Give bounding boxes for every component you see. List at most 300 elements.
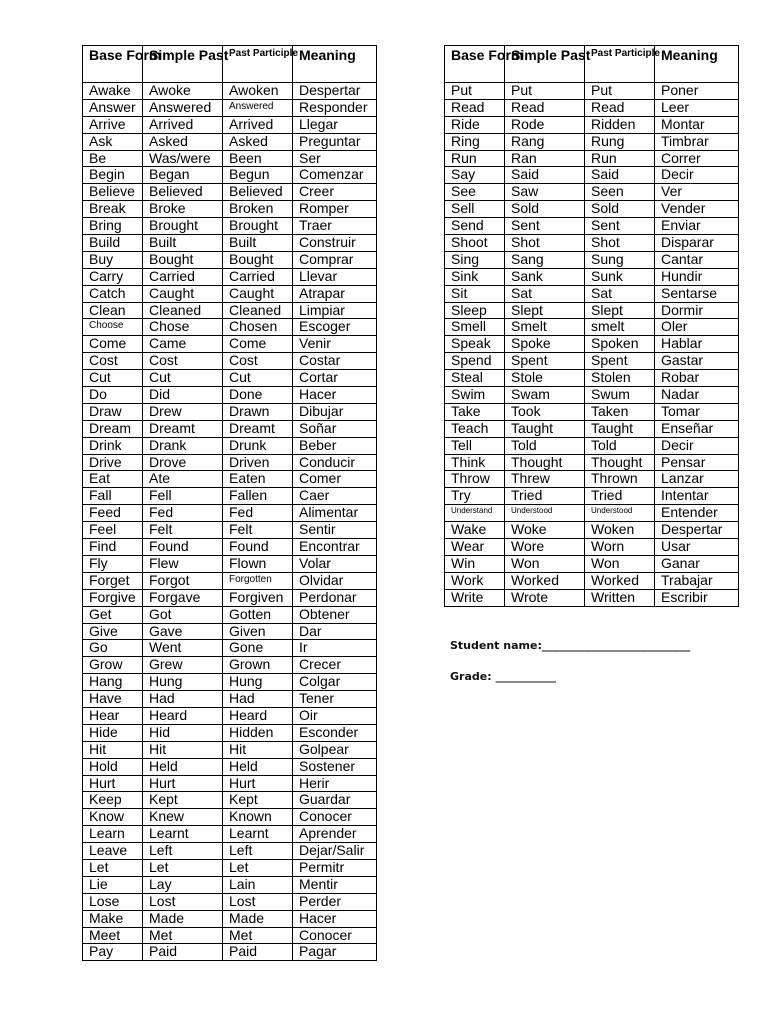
past-participle-cell: Eaten xyxy=(223,471,293,488)
past-participle-cell: Known xyxy=(223,809,293,826)
simple-past-cell: Told xyxy=(505,437,585,454)
base-form-cell: Dream xyxy=(83,420,143,437)
meaning-cell: Beber xyxy=(293,437,377,454)
simple-past-cell: Sank xyxy=(505,268,585,285)
simple-past-cell: Flew xyxy=(143,555,223,572)
header-simple-past: Simple Past xyxy=(505,46,585,83)
past-participle-cell: Ridden xyxy=(585,116,655,133)
base-form-cell: Drink xyxy=(83,437,143,454)
simple-past-cell: Brought xyxy=(143,218,223,235)
past-participle-cell: Come xyxy=(223,336,293,353)
table-row xyxy=(83,640,377,657)
table-row xyxy=(83,539,377,556)
simple-past-cell: Forgave xyxy=(143,589,223,606)
past-participle-cell: Fallen xyxy=(223,488,293,505)
table-row xyxy=(445,302,739,319)
simple-past-cell: Left xyxy=(143,843,223,860)
table-row xyxy=(83,403,377,420)
table-row xyxy=(445,471,739,488)
table-row xyxy=(445,454,739,471)
simple-past-cell: Broke xyxy=(143,201,223,218)
table-row xyxy=(445,251,739,268)
table-row xyxy=(83,235,377,252)
base-form-cell: Sit xyxy=(445,285,505,302)
past-participle-cell: Sat xyxy=(585,285,655,302)
meaning-cell: Venir xyxy=(293,336,377,353)
simple-past-cell: Came xyxy=(143,336,223,353)
simple-past-cell: Cut xyxy=(143,370,223,387)
past-participle-cell: Drawn xyxy=(223,403,293,420)
base-form-cell: Put xyxy=(445,83,505,100)
past-participle-cell: Sent xyxy=(585,218,655,235)
simple-past-cell: Kept xyxy=(143,792,223,809)
meaning-cell: Usar xyxy=(655,539,739,556)
simple-past-cell: Sat xyxy=(505,285,585,302)
meaning-cell: Nadar xyxy=(655,387,739,404)
meaning-cell: Caer xyxy=(293,488,377,505)
past-participle-cell: Woken xyxy=(585,522,655,539)
simple-past-cell: Wore xyxy=(505,539,585,556)
base-form-cell: Hit xyxy=(83,741,143,758)
past-participle-cell: Caught xyxy=(223,285,293,302)
meaning-cell: Oler xyxy=(655,319,739,336)
meaning-cell: Montar xyxy=(655,116,739,133)
base-form-cell: Sleep xyxy=(445,302,505,319)
base-form-cell: Understand xyxy=(445,505,505,522)
simple-past-cell: Stole xyxy=(505,370,585,387)
base-form-cell: See xyxy=(445,184,505,201)
table-row xyxy=(445,555,739,572)
past-participle-cell: Cut xyxy=(223,370,293,387)
past-participle-cell: Done xyxy=(223,387,293,404)
table-row xyxy=(83,927,377,944)
table-row xyxy=(83,251,377,268)
past-participle-cell: Found xyxy=(223,539,293,556)
base-form-cell: Catch xyxy=(83,285,143,302)
simple-past-cell: Arrived xyxy=(143,116,223,133)
meaning-cell: Esconder xyxy=(293,724,377,741)
past-participle-cell: Seen xyxy=(585,184,655,201)
table-row xyxy=(445,420,739,437)
table-row xyxy=(445,572,739,589)
meaning-cell: Robar xyxy=(655,370,739,387)
base-form-cell: Hear xyxy=(83,707,143,724)
base-form-cell: Carry xyxy=(83,268,143,285)
table-row xyxy=(83,150,377,167)
base-form-cell: Feel xyxy=(83,522,143,539)
meaning-cell: Poner xyxy=(655,83,739,100)
past-participle-cell: Felt xyxy=(223,522,293,539)
simple-past-cell: Slept xyxy=(505,302,585,319)
past-participle-cell: Bought xyxy=(223,251,293,268)
simple-past-cell: Read xyxy=(505,99,585,116)
base-form-cell: Spend xyxy=(445,353,505,370)
table-row xyxy=(445,336,739,353)
past-participle-cell: smelt xyxy=(585,319,655,336)
base-form-cell: Feed xyxy=(83,505,143,522)
base-form-cell: Take xyxy=(445,403,505,420)
past-participle-cell: Sunk xyxy=(585,268,655,285)
base-form-cell: Begin xyxy=(83,167,143,184)
meaning-cell: Ser xyxy=(293,150,377,167)
past-participle-cell: Answered xyxy=(223,99,293,116)
base-form-cell: Arrive xyxy=(83,116,143,133)
base-form-cell: Forgive xyxy=(83,589,143,606)
base-form-cell: Run xyxy=(445,150,505,167)
simple-past-cell: Thought xyxy=(505,454,585,471)
simple-past-cell: Fell xyxy=(143,488,223,505)
verb-table-left xyxy=(82,45,377,961)
past-participle-cell: Heard xyxy=(223,707,293,724)
base-form-cell: Choose xyxy=(83,319,143,336)
table-row xyxy=(83,876,377,893)
table-row xyxy=(445,167,739,184)
simple-past-cell: Learnt xyxy=(143,826,223,843)
header-past-participle: Past Participle xyxy=(223,46,293,83)
base-form-cell: Break xyxy=(83,201,143,218)
table-row xyxy=(83,471,377,488)
meaning-cell: Lanzar xyxy=(655,471,739,488)
past-participle-cell: Spent xyxy=(585,353,655,370)
meaning-cell: Escribir xyxy=(655,589,739,606)
meaning-cell: Alimentar xyxy=(293,505,377,522)
meaning-cell: Costar xyxy=(293,353,377,370)
table-row xyxy=(83,133,377,150)
meaning-cell: Romper xyxy=(293,201,377,218)
past-participle-cell: Thrown xyxy=(585,471,655,488)
base-form-cell: Think xyxy=(445,454,505,471)
base-form-cell: Tell xyxy=(445,437,505,454)
meaning-cell: Preguntar xyxy=(293,133,377,150)
simple-past-cell: Threw xyxy=(505,471,585,488)
meaning-cell: Mentir xyxy=(293,876,377,893)
past-participle-cell: Hung xyxy=(223,674,293,691)
base-form-cell: Come xyxy=(83,336,143,353)
past-participle-cell: Drunk xyxy=(223,437,293,454)
base-form-cell: Find xyxy=(83,539,143,556)
meaning-cell: Hundir xyxy=(655,268,739,285)
table-row xyxy=(445,83,739,100)
meaning-cell: Colgar xyxy=(293,674,377,691)
simple-past-cell: Saw xyxy=(505,184,585,201)
past-participle-cell: Had xyxy=(223,691,293,708)
header-base-form: Base Form xyxy=(83,46,143,83)
table-row xyxy=(83,775,377,792)
meaning-cell: Dibujar xyxy=(293,403,377,420)
meaning-cell: Pensar xyxy=(655,454,739,471)
meaning-cell: Decir xyxy=(655,167,739,184)
table-row xyxy=(445,539,739,556)
table-row xyxy=(83,555,377,572)
header-past-participle: Past Participle xyxy=(585,46,655,83)
meaning-cell: Soñar xyxy=(293,420,377,437)
table-row xyxy=(83,691,377,708)
base-form-cell: Hang xyxy=(83,674,143,691)
meaning-cell: Comer xyxy=(293,471,377,488)
simple-past-cell: Drank xyxy=(143,437,223,454)
table-row xyxy=(83,218,377,235)
table-row xyxy=(445,150,739,167)
base-form-cell: Try xyxy=(445,488,505,505)
past-participle-cell: Sung xyxy=(585,251,655,268)
base-form-cell: Keep xyxy=(83,792,143,809)
table-row xyxy=(83,505,377,522)
meaning-cell: Tomar xyxy=(655,403,739,420)
meaning-cell: Disparar xyxy=(655,235,739,252)
meaning-cell: Despertar xyxy=(655,522,739,539)
simple-past-cell: Paid xyxy=(143,944,223,961)
meaning-cell: Ir xyxy=(293,640,377,657)
meaning-cell: Responder xyxy=(293,99,377,116)
past-participle-cell: Hurt xyxy=(223,775,293,792)
table-row xyxy=(83,741,377,758)
past-participle-cell: Lain xyxy=(223,876,293,893)
table-row xyxy=(445,235,739,252)
meaning-cell: Guardar xyxy=(293,792,377,809)
simple-past-cell: Sang xyxy=(505,251,585,268)
simple-past-cell: Rode xyxy=(505,116,585,133)
table-row xyxy=(83,674,377,691)
past-participle-cell: Forgiven xyxy=(223,589,293,606)
meaning-cell: Despertar xyxy=(293,83,377,100)
meaning-cell: Hacer xyxy=(293,387,377,404)
table-row xyxy=(83,707,377,724)
simple-past-cell: Wrote xyxy=(505,589,585,606)
simple-past-cell: Drove xyxy=(143,454,223,471)
past-participle-cell: Understood xyxy=(585,505,655,522)
table-row xyxy=(83,319,377,336)
table-row xyxy=(83,285,377,302)
meaning-cell: Conducir xyxy=(293,454,377,471)
base-form-cell: Say xyxy=(445,167,505,184)
table-row xyxy=(83,657,377,674)
base-form-cell: Ride xyxy=(445,116,505,133)
table-row xyxy=(83,370,377,387)
meaning-cell: Intentar xyxy=(655,488,739,505)
meaning-cell: Volar xyxy=(293,555,377,572)
simple-past-cell: Got xyxy=(143,606,223,623)
simple-past-cell: Won xyxy=(505,555,585,572)
meaning-cell: Decir xyxy=(655,437,739,454)
table-row xyxy=(83,201,377,218)
past-participle-cell: Tried xyxy=(585,488,655,505)
meaning-cell: Dormir xyxy=(655,302,739,319)
past-participle-cell: Held xyxy=(223,758,293,775)
simple-past-cell: Woke xyxy=(505,522,585,539)
simple-past-cell: Sent xyxy=(505,218,585,235)
simple-past-cell: Grew xyxy=(143,657,223,674)
base-form-cell: Drive xyxy=(83,454,143,471)
past-participle-cell: Been xyxy=(223,150,293,167)
simple-past-cell: Taught xyxy=(505,420,585,437)
base-form-cell: Do xyxy=(83,387,143,404)
past-participle-cell: Hit xyxy=(223,741,293,758)
past-participle-cell: Written xyxy=(585,589,655,606)
simple-past-cell: Cost xyxy=(143,353,223,370)
simple-past-cell: Caught xyxy=(143,285,223,302)
meaning-cell: Hablar xyxy=(655,336,739,353)
base-form-cell: Lie xyxy=(83,876,143,893)
header-meaning: Meaning xyxy=(293,46,377,83)
meaning-cell: Creer xyxy=(293,184,377,201)
base-form-cell: Sing xyxy=(445,251,505,268)
base-form-cell: Hurt xyxy=(83,775,143,792)
past-participle-cell: Made xyxy=(223,910,293,927)
base-form-cell: Ask xyxy=(83,133,143,150)
base-form-cell: Shoot xyxy=(445,235,505,252)
simple-past-cell: Dreamt xyxy=(143,420,223,437)
simple-past-cell: Hurt xyxy=(143,775,223,792)
meaning-cell: Pagar xyxy=(293,944,377,961)
table-row xyxy=(445,268,739,285)
table-header-row xyxy=(445,46,739,83)
meaning-cell: Dejar/Salir xyxy=(293,843,377,860)
base-form-cell: Believe xyxy=(83,184,143,201)
table-row xyxy=(83,792,377,809)
past-participle-cell: Won xyxy=(585,555,655,572)
base-form-cell: Cut xyxy=(83,370,143,387)
meaning-cell: Comenzar xyxy=(293,167,377,184)
meaning-cell: Hacer xyxy=(293,910,377,927)
past-participle-cell: Fed xyxy=(223,505,293,522)
table-row xyxy=(83,893,377,910)
base-form-cell: Awake xyxy=(83,83,143,100)
table-row xyxy=(83,944,377,961)
simple-past-cell: Said xyxy=(505,167,585,184)
simple-past-cell: Fed xyxy=(143,505,223,522)
base-form-cell: Swim xyxy=(445,387,505,404)
meaning-cell: Entender xyxy=(655,505,739,522)
base-form-cell: Write xyxy=(445,589,505,606)
simple-past-cell: Cleaned xyxy=(143,302,223,319)
simple-past-cell: Believed xyxy=(143,184,223,201)
meaning-cell: Golpear xyxy=(293,741,377,758)
simple-past-cell: Carried xyxy=(143,268,223,285)
base-form-cell: Fall xyxy=(83,488,143,505)
simple-past-cell: Forgot xyxy=(143,572,223,589)
base-form-cell: Smell xyxy=(445,319,505,336)
past-participle-cell: Flown xyxy=(223,555,293,572)
past-participle-cell: Said xyxy=(585,167,655,184)
table-row xyxy=(83,843,377,860)
base-form-cell: Win xyxy=(445,555,505,572)
table-row xyxy=(83,83,377,100)
base-form-cell: Go xyxy=(83,640,143,657)
table-row xyxy=(445,116,739,133)
meaning-cell: Ganar xyxy=(655,555,739,572)
simple-past-cell: Swam xyxy=(505,387,585,404)
meaning-cell: Vender xyxy=(655,201,739,218)
base-form-cell: Sell xyxy=(445,201,505,218)
simple-past-cell: Met xyxy=(143,927,223,944)
simple-past-cell: Understood xyxy=(505,505,585,522)
base-form-cell: Read xyxy=(445,99,505,116)
past-participle-cell: Lost xyxy=(223,893,293,910)
meaning-cell: Leer xyxy=(655,99,739,116)
simple-past-cell: Sold xyxy=(505,201,585,218)
table-row xyxy=(445,218,739,235)
past-participle-cell: Worn xyxy=(585,539,655,556)
simple-past-cell: Put xyxy=(505,83,585,100)
simple-past-cell: Took xyxy=(505,403,585,420)
simple-past-cell: Hit xyxy=(143,741,223,758)
simple-past-cell: Asked xyxy=(143,133,223,150)
past-participle-cell: Let xyxy=(223,859,293,876)
table-row xyxy=(83,859,377,876)
simple-past-cell: Smelt xyxy=(505,319,585,336)
simple-past-cell: Awoke xyxy=(143,83,223,100)
past-participle-cell: Spoken xyxy=(585,336,655,353)
past-participle-cell: Asked xyxy=(223,133,293,150)
past-participle-cell: Read xyxy=(585,99,655,116)
past-participle-cell: Gotten xyxy=(223,606,293,623)
header-meaning: Meaning xyxy=(655,46,739,83)
simple-past-cell: Gave xyxy=(143,623,223,640)
table-row xyxy=(445,370,739,387)
table-row xyxy=(83,758,377,775)
past-participle-cell: Hidden xyxy=(223,724,293,741)
meaning-cell: Limpiar xyxy=(293,302,377,319)
base-form-cell: Meet xyxy=(83,927,143,944)
table-row xyxy=(83,268,377,285)
base-form-cell: Speak xyxy=(445,336,505,353)
simple-past-cell: Chose xyxy=(143,319,223,336)
table-row xyxy=(83,572,377,589)
meaning-cell: Llegar xyxy=(293,116,377,133)
base-form-cell: Cost xyxy=(83,353,143,370)
past-participle-cell: Cleaned xyxy=(223,302,293,319)
simple-past-cell: Ate xyxy=(143,471,223,488)
past-participle-cell: Built xyxy=(223,235,293,252)
past-participle-cell: Sold xyxy=(585,201,655,218)
meaning-cell: Conocer xyxy=(293,809,377,826)
simple-past-cell: Tried xyxy=(505,488,585,505)
table-row xyxy=(83,116,377,133)
past-participle-cell: Paid xyxy=(223,944,293,961)
base-form-cell: Teach xyxy=(445,420,505,437)
simple-past-cell: Had xyxy=(143,691,223,708)
table-row xyxy=(83,589,377,606)
past-participle-cell: Stolen xyxy=(585,370,655,387)
base-form-cell: Answer xyxy=(83,99,143,116)
base-form-cell: Lose xyxy=(83,893,143,910)
table-row xyxy=(83,99,377,116)
past-participle-cell: Rung xyxy=(585,133,655,150)
simple-past-cell: Lost xyxy=(143,893,223,910)
simple-past-cell: Drew xyxy=(143,403,223,420)
base-form-cell: Build xyxy=(83,235,143,252)
table-row xyxy=(445,387,739,404)
past-participle-cell: Forgotten xyxy=(223,572,293,589)
table-row xyxy=(445,522,739,539)
table-row xyxy=(83,336,377,353)
meaning-cell: Traer xyxy=(293,218,377,235)
past-participle-cell: Carried xyxy=(223,268,293,285)
meaning-cell: Perder xyxy=(293,893,377,910)
table-row xyxy=(445,201,739,218)
meaning-cell: Dar xyxy=(293,623,377,640)
table-row xyxy=(445,488,739,505)
table-row xyxy=(83,184,377,201)
meaning-cell: Crecer xyxy=(293,657,377,674)
simple-past-cell: Felt xyxy=(143,522,223,539)
meaning-cell: Tener xyxy=(293,691,377,708)
meaning-cell: Correr xyxy=(655,150,739,167)
past-participle-cell: Dreamt xyxy=(223,420,293,437)
table-row xyxy=(83,826,377,843)
meaning-cell: Construir xyxy=(293,235,377,252)
base-form-cell: Get xyxy=(83,606,143,623)
